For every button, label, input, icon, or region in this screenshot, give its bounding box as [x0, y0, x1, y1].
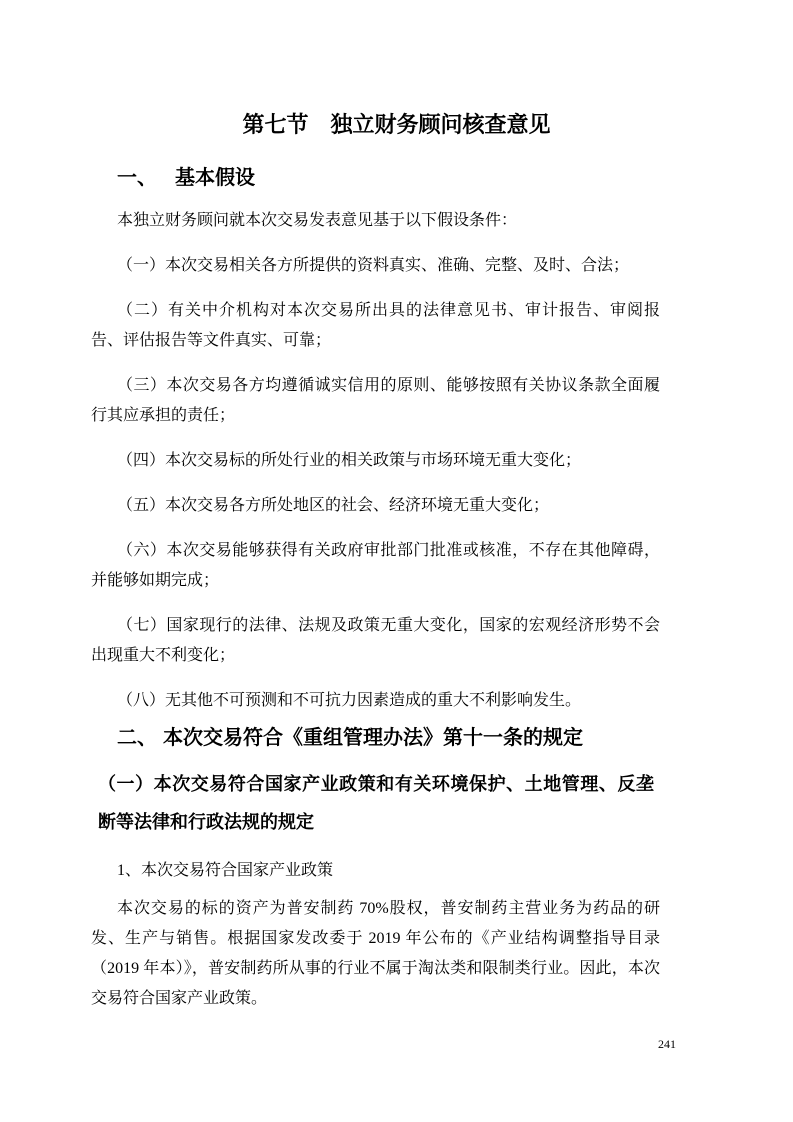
page-title-main: 独立财务顾问核查意见: [330, 112, 551, 137]
assumption-paragraph-8: （八）无其他不可预测和不可抗力因素造成的重大不利影响发生。: [117, 692, 582, 709]
assumption-paragraph-6: （六）本次交易能够获得有关政府审批部门批准或核准，不存在其他障碍，并能够如期完成；: [91, 542, 660, 589]
assumption-paragraph-3: （三）本次交易各方均遵循诚实信用的原则、能够按照有关协议条款全面履行其应承担的责任；: [91, 377, 660, 424]
page-content: [91, 0, 702, 1014]
subsection-1-heading: （一）本次交易符合国家产业政策和有关环境保护、土地管理、反垄断等法律和行政法规的规定: [98, 774, 654, 832]
page-number: 241: [658, 1037, 676, 1051]
section-2-heading-text: 本次交易符合《重组管理办法》第十一条的规定: [163, 727, 583, 749]
assumption-paragraph-4: （四）本次交易标的所处行业的相关政策与市场环境无重大变化；: [117, 452, 582, 469]
section-2-heading: [117, 724, 702, 752]
assumption-paragraph-1: （一）本次交易相关各方所提供的资料真实、准确、完整、及时、合法；: [117, 257, 630, 274]
section-1-heading-text: 基本假设: [175, 167, 255, 189]
section-2-number: 二、: [117, 727, 157, 749]
point-1-title: 1、本次交易符合国家产业政策: [117, 862, 334, 879]
assumption-paragraph-5: （五）本次交易各方所处地区的社会、经济环境无重大变化；: [117, 497, 550, 514]
page-title-prefix: 第七节: [242, 112, 309, 137]
page-title: [91, 110, 702, 140]
section-1-number: 一、: [117, 167, 157, 189]
assumption-paragraph-2: （二）有关中介机构对本次交易所出具的法律意见书、审计报告、审阅报告、评估报告等文件真实、可靠；: [91, 302, 660, 349]
assumption-paragraph-7: （七）国家现行的法律、法规及政策无重大变化，国家的宏观经济形势不会出现重大不利变化；: [91, 617, 660, 664]
section-1-heading: [117, 164, 702, 192]
point-1-body: 本次交易的标的资产为普安制药 70%股权，普安制药主营业务为药品的研发、生产与销售。根据国家发改委于 2019 年公布的《产业结构调整指导目录（2019 年本）》，普安制药所从事的行业不属于淘汰类和限制类行业。因此，本次交易符合国家产业政策。: [91, 900, 660, 1007]
intro-paragraph: 本独立财务顾问就本次交易发表意见基于以下假设条件：: [117, 212, 518, 229]
